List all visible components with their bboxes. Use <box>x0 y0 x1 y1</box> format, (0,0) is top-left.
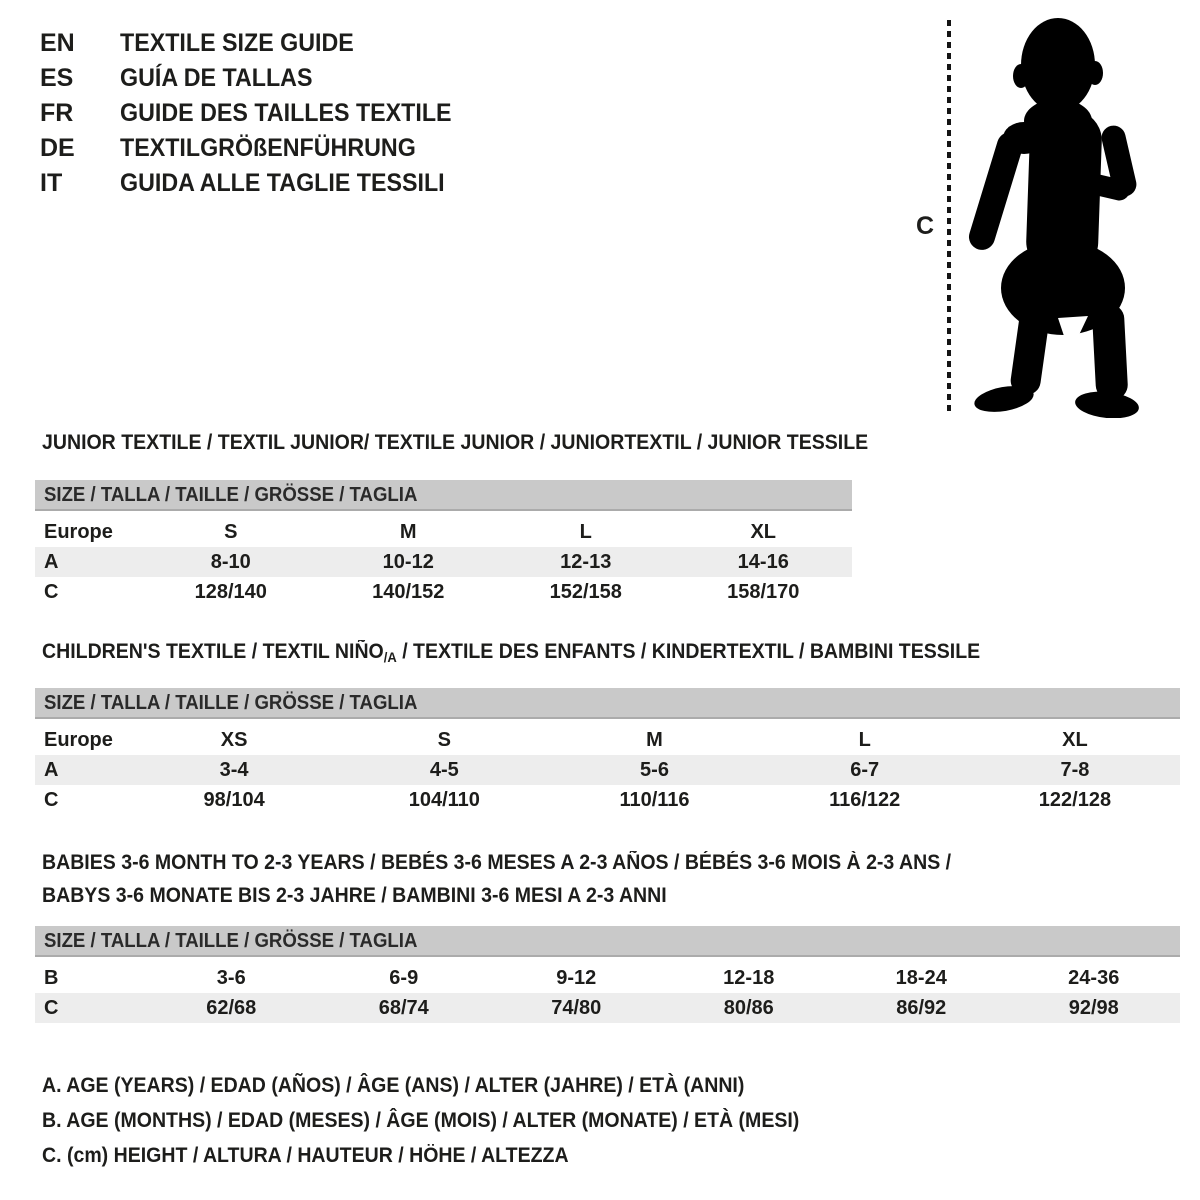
toddler-silhouette-image <box>966 16 1142 418</box>
table-cell: M <box>646 729 663 751</box>
row-label: B <box>44 967 59 989</box>
table-cell: 92/98 <box>1068 997 1119 1019</box>
language-code: ES <box>40 64 74 92</box>
language-code: FR <box>40 99 74 127</box>
footnote-c: C. (cm) HEIGHT / ALTURA / HAUTEUR / HÖHE / ALTEZZA <box>42 1144 569 1167</box>
table-cell: 14-16 <box>737 551 789 573</box>
table-cell: 152/158 <box>549 581 622 603</box>
table-cell: 24-36 <box>1068 967 1120 989</box>
table-cell: M <box>399 521 417 543</box>
table-row <box>35 785 1180 815</box>
table-cell: 122/128 <box>1038 789 1112 811</box>
row-label: C <box>44 789 59 811</box>
language-label: GUÍA DE TALLAS <box>120 64 313 92</box>
table-cell: 104/110 <box>408 789 480 811</box>
row-label: C <box>44 581 59 603</box>
language-row <box>40 61 477 96</box>
table-row <box>35 993 1180 1023</box>
table-cell: 4-5 <box>429 759 459 781</box>
table-cell: 68/74 <box>378 997 429 1019</box>
table-row <box>35 725 1180 755</box>
language-label: TEXTILGRÖßENFÜHRUNG <box>120 134 416 162</box>
babies-size-table <box>35 926 1180 1023</box>
table-cell: 74/80 <box>551 997 602 1019</box>
language-row <box>40 131 477 166</box>
babies-section-title: BABIES 3-6 MONTH TO 2-3 YEARS / BEBÉS 3-6 MESES A 2-3 AÑOS / BÉBÉS 3-6 MOIS À 2-3 ANS / BABYS 3-6 MONATE BIS 2-3 JAHRE / BAMBINI 3-6 MESI A 2-3 ANNI <box>42 851 952 907</box>
table-cell: L <box>858 729 871 751</box>
row-label: Europe <box>44 521 113 543</box>
size-header-label: SIZE / TALLA / TAILLE / GRÖSSE / TAGLIA <box>44 692 418 714</box>
table-cell: 128/140 <box>194 581 267 603</box>
footnote-a: A. AGE (YEARS) / EDAD (AÑOS) / ÂGE (ANS) / ALTER (JAHRE) / ETÀ (ANNI) <box>42 1074 745 1097</box>
language-row <box>40 26 477 61</box>
children-size-table <box>35 688 1180 815</box>
language-code: DE <box>40 134 75 162</box>
table-cell: 6-9 <box>389 967 419 989</box>
table-cell: 7-8 <box>1060 759 1090 781</box>
table-cell: L <box>579 521 592 543</box>
table-cell: 18-24 <box>895 967 947 989</box>
table-cell: 3-6 <box>216 967 246 989</box>
language-label: TEXTILE SIZE GUIDE <box>120 29 354 57</box>
junior-section-title: JUNIOR TEXTILE / TEXTIL JUNIOR/ TEXTILE JUNIOR / JUNIORTEXTIL / JUNIOR TESSILE <box>42 431 869 454</box>
table-cell: 3-4 <box>219 759 249 781</box>
table-cell: 62/68 <box>206 997 257 1019</box>
height-measure-dashed-line <box>947 20 951 416</box>
table-cell: 8-10 <box>210 551 251 573</box>
language-code: IT <box>40 169 63 197</box>
table-cell: 12-18 <box>723 967 775 989</box>
table-cell: 110/116 <box>619 789 690 811</box>
language-label: GUIDE DES TAILLES TEXTILE <box>120 99 452 127</box>
junior-size-table <box>35 480 852 607</box>
language-row <box>40 96 477 131</box>
table-cell: 5-6 <box>640 759 669 781</box>
size-header-bar <box>35 926 1180 957</box>
table-row <box>35 517 852 547</box>
size-header-label: SIZE / TALLA / TAILLE / GRÖSSE / TAGLIA <box>44 930 418 952</box>
size-header-bar <box>35 688 1180 719</box>
table-cell: 116/122 <box>829 789 901 811</box>
table-cell: 158/170 <box>727 581 800 603</box>
table-cell: 10-12 <box>382 551 434 573</box>
table-row <box>35 755 1180 785</box>
language-label: GUIDA ALLE TAGLIE TESSILI <box>120 169 445 197</box>
table-cell: 98/104 <box>203 789 265 811</box>
footnotes <box>42 1068 856 1173</box>
table-cell: XL <box>1062 729 1088 751</box>
size-header-bar <box>35 480 852 511</box>
table-row <box>35 577 852 607</box>
row-label: C <box>44 997 59 1019</box>
row-label: A <box>44 551 59 573</box>
table-cell: 9-12 <box>556 967 597 989</box>
language-row <box>40 166 477 201</box>
size-header-label: SIZE / TALLA / TAILLE / GRÖSSE / TAGLIA <box>44 484 418 506</box>
language-list <box>40 26 477 201</box>
table-cell: 6-7 <box>850 759 880 781</box>
table-cell: S <box>437 729 451 751</box>
table-cell: 12-13 <box>560 551 612 573</box>
footnote-b: B. AGE (MONTHS) / EDAD (MESES) / ÂGE (MOIS) / ALTER (MONATE) / ETÀ (MESI) <box>42 1109 800 1132</box>
row-label: A <box>44 759 59 781</box>
row-label: Europe <box>44 729 113 751</box>
language-code: EN <box>40 29 75 57</box>
table-row <box>35 547 852 577</box>
table-cell: S <box>224 521 238 543</box>
table-cell: 86/92 <box>896 997 947 1019</box>
table-cell: 80/86 <box>723 997 774 1019</box>
table-cell: XS <box>220 729 248 751</box>
height-measure-label: C <box>916 212 935 240</box>
table-cell: 140/152 <box>372 581 445 603</box>
table-cell: XL <box>750 521 777 543</box>
children-section-title: CHILDREN'S TEXTILE / TEXTIL NIÑO/A / TEXTILE DES ENFANTS / KINDERTEXTIL / BAMBINI TESSILE <box>42 640 981 665</box>
table-row <box>35 963 1180 993</box>
